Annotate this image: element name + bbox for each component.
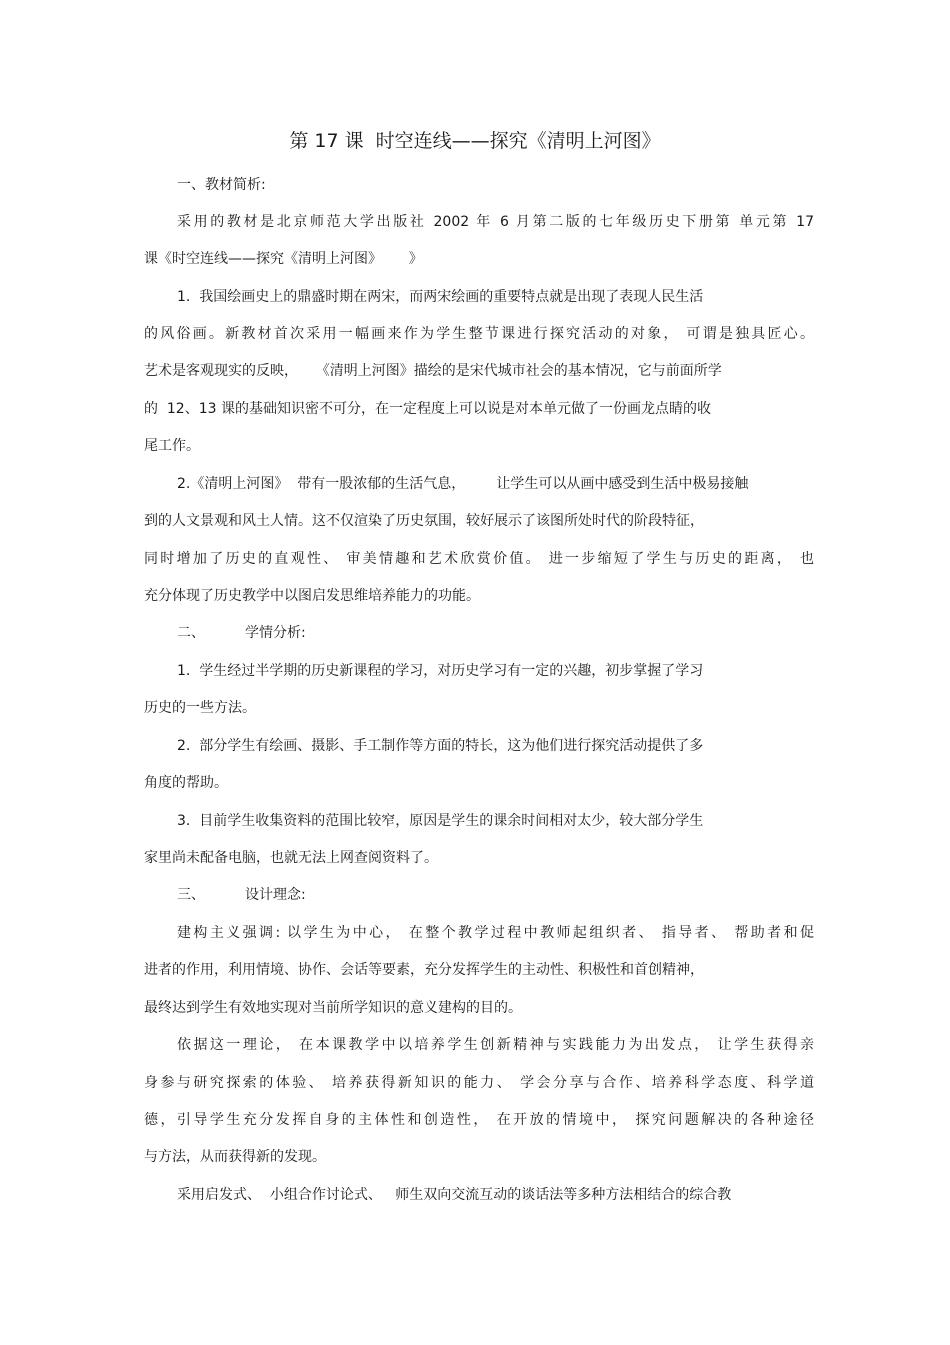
paragraph-line: 1. 我国绘画史上的鼎盛时期在两宋，而两宋绘画的重要特点就是出现了表现人民生活 xyxy=(177,289,704,305)
paragraph-line: 角度的帮助。 xyxy=(144,775,228,791)
paragraph-line: 3. 目前学生收集资料的范围比较窄，原因是学生的课余时间相对太少，较大部分学生 xyxy=(177,813,704,829)
paragraph-line: 进者的作用，利用情境、协作、会话等要素，充分发挥学生的主动性、积极性和首创精神， xyxy=(144,962,704,978)
page-title: 第 17 课 时空连线——探究《清明上河图》 xyxy=(289,130,661,152)
section-heading-3: 三、 设计理念: xyxy=(177,887,306,903)
paragraph-line: 依据这一理论， 在本课教学中以培养学生创新精神与实践能力为出发点， 让学生获得亲 xyxy=(177,1037,814,1053)
paragraph-line: 的风俗画。新教材首次采用一幅画来作为学生整节课进行探究活动的对象， 可谓是独具匠心。 xyxy=(144,326,814,342)
paragraph-line: 建构主义强调: 以学生为中心， 在整个教学过程中教师起组织者、 指导者、 帮助者和促 xyxy=(177,925,814,941)
section-heading-1: 一、教材简析: xyxy=(177,177,266,193)
paragraph-line: 采用的教材是北京师范大学出版社 2002 年 6 月第二版的七年级历史下册第 单元第 17 xyxy=(177,214,814,230)
paragraph-line: 的 12、13 课的基础知识密不可分，在一定程度上可以说是对本单元做了一份画龙点睛的收 xyxy=(144,401,711,417)
paragraph-line: 充分体现了历史教学中以图启发思维培养能力的功能。 xyxy=(144,588,480,604)
paragraph-line: 采用启发式、 小组合作讨论式、 师生双向交流互动的谈话法等多种方法相结合的综合教 xyxy=(177,1187,732,1203)
paragraph-line: 历史的一些方法。 xyxy=(144,700,256,716)
section-heading-2: 二、 学情分析: xyxy=(177,625,306,641)
paragraph-line: 2.《清明上河图》 带有一股浓郁的生活气息， 让学生可以从画中感受到生活中极易接触 xyxy=(177,476,749,492)
paragraph-line: 身参与研究探索的体验、 培养获得新知识的能力、 学会分享与合作、培养科学态度、科学道 xyxy=(144,1075,814,1091)
paragraph-line: 最终达到学生有效地实现对当前所学知识的意义建构的目的。 xyxy=(144,1000,522,1016)
paragraph-line: 尾工作。 xyxy=(144,438,200,454)
paragraph-line: 到的人文景观和风土人情。这不仅渲染了历史氛围，较好展示了该图所处时代的阶段特征， xyxy=(144,513,704,529)
paragraph-line: 艺术是客观现实的反映， 《清明上河图》描绘的是宋代城市社会的基本情况，它与前面所学 xyxy=(144,363,722,379)
paragraph-line: 家里尚未配备电脑，也就无法上网查阅资料了。 xyxy=(144,850,438,866)
paragraph-line: 德，引导学生充分发挥自身的主体性和创造性， 在开放的情境中， 探究问题解决的各种途径 xyxy=(144,1112,814,1128)
paragraph-line: 与方法，从而获得新的发现。 xyxy=(144,1149,326,1165)
paragraph-line: 课《时空连线——探究《清明上河图》 》 xyxy=(144,251,423,267)
paragraph-line: 同时增加了历史的直观性、 审美情趣和艺术欣赏价值。 进一步缩短了学生与历史的距离， 也 xyxy=(144,551,814,567)
paragraph-line: 2. 部分学生有绘画、摄影、手工制作等方面的特长，这为他们进行探究活动提供了多 xyxy=(177,738,704,754)
paragraph-line: 1. 学生经过半学期的历史新课程的学习，对历史学习有一定的兴趣，初步掌握了学习 xyxy=(177,663,704,679)
